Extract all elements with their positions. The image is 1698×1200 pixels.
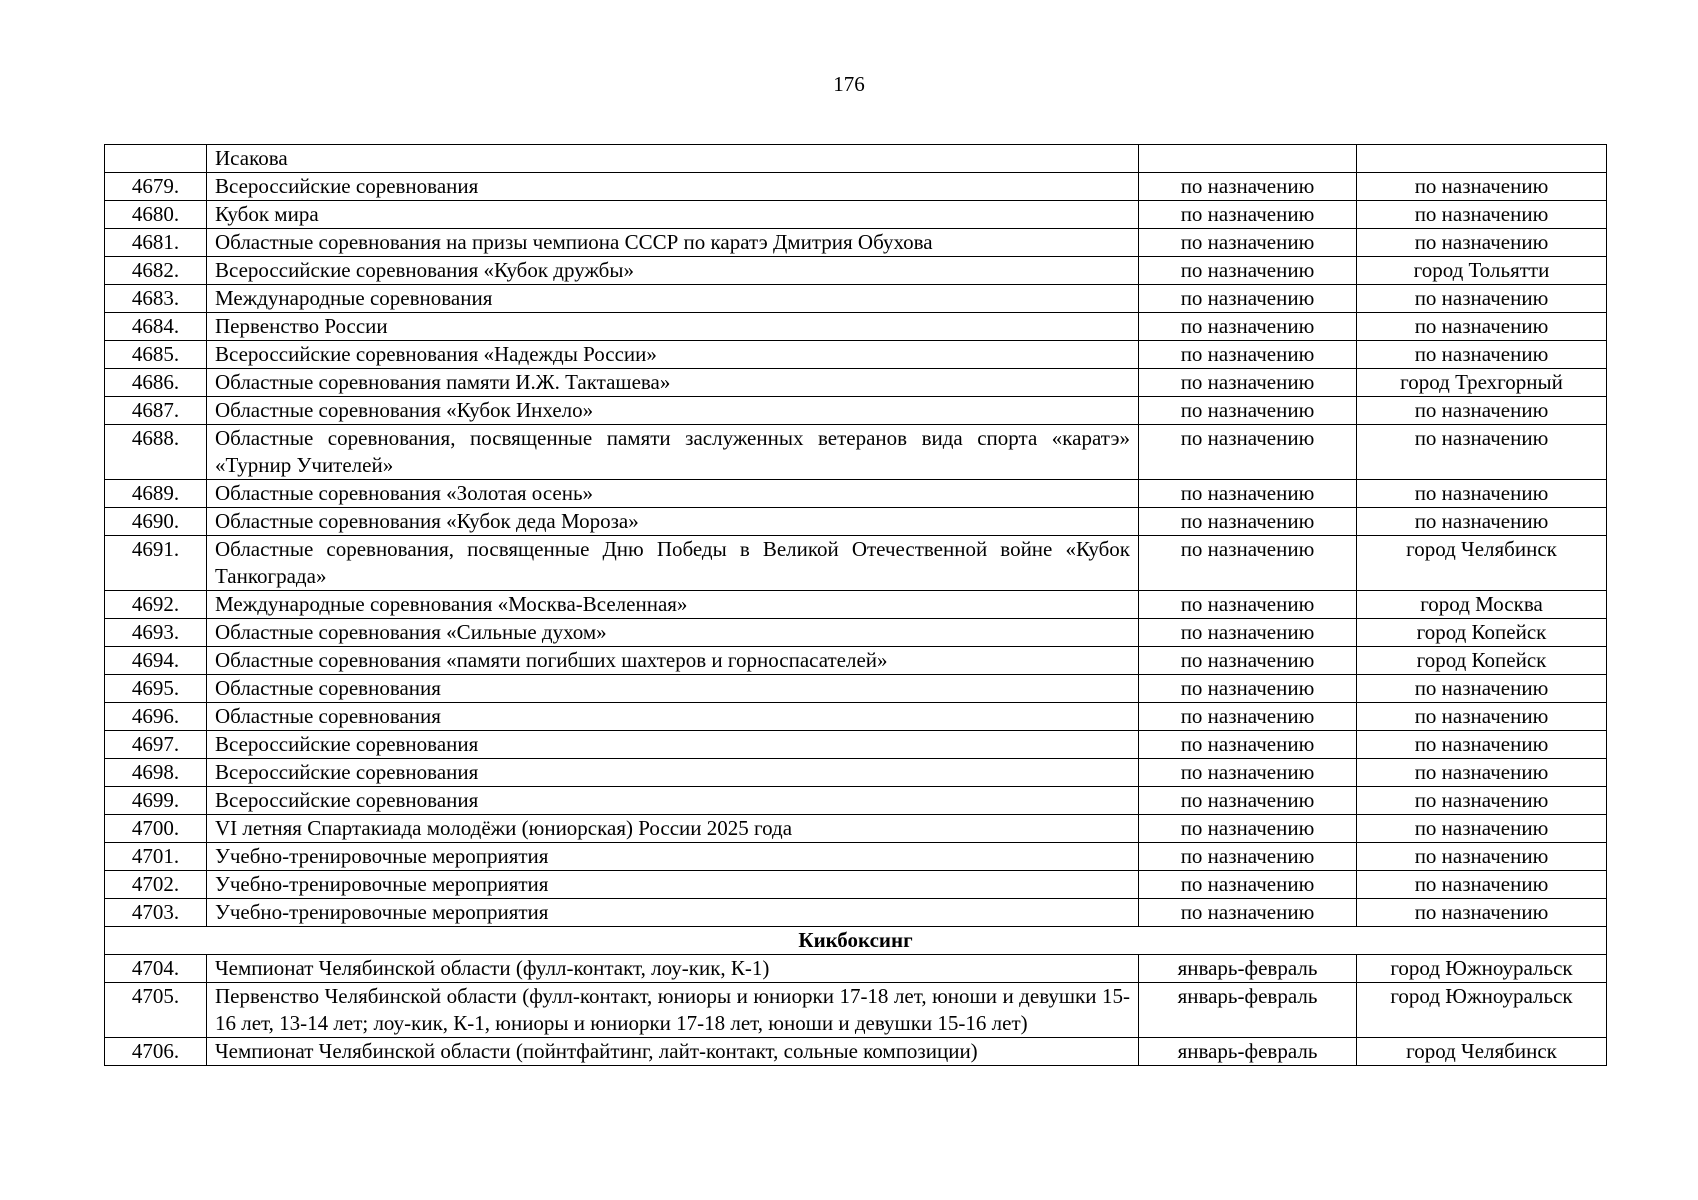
table-row [105,397,1607,425]
row-number: 4694. [105,647,207,675]
event-place: по назначению [1357,871,1607,899]
event-name: Областные соревнования «Кубок деда Мороза» [207,508,1139,536]
event-place: по назначению [1357,201,1607,229]
event-date: по назначению [1139,619,1357,647]
event-date: по назначению [1139,201,1357,229]
event-place [1357,145,1607,173]
section-title: Кикбоксинг [105,927,1607,955]
table-row [105,955,1607,983]
event-place: по назначению [1357,397,1607,425]
event-name: Учебно-тренировочные мероприятия [207,871,1139,899]
event-place: город Челябинск [1357,1038,1607,1066]
event-date: по назначению [1139,591,1357,619]
table-row [105,369,1607,397]
event-name: Областные соревнования памяти И.Ж. Такташева» [207,369,1139,397]
event-name: Учебно-тренировочные мероприятия [207,843,1139,871]
row-number: 4680. [105,201,207,229]
event-place: по назначению [1357,815,1607,843]
row-number: 4682. [105,257,207,285]
event-place: по назначению [1357,313,1607,341]
event-place: по назначению [1357,787,1607,815]
event-date: по назначению [1139,731,1357,759]
event-name: Всероссийские соревнования [207,787,1139,815]
event-name: VI летняя Спартакиада молодёжи (юниорская) России 2025 года [207,815,1139,843]
continuation-row [105,145,1607,173]
event-place: по назначению [1357,843,1607,871]
event-place: по назначению [1357,480,1607,508]
row-number: 4696. [105,703,207,731]
event-place: по назначению [1357,425,1607,480]
event-date: по назначению [1139,425,1357,480]
row-number: 4697. [105,731,207,759]
table-row [105,425,1607,480]
events-table-body [105,145,1607,1066]
row-number [105,145,207,173]
table-row [105,815,1607,843]
row-number: 4687. [105,397,207,425]
event-place: по назначению [1357,703,1607,731]
row-number: 4691. [105,536,207,591]
row-number: 4686. [105,369,207,397]
row-number: 4700. [105,815,207,843]
row-number: 4692. [105,591,207,619]
event-name: Всероссийские соревнования [207,173,1139,201]
row-number: 4703. [105,899,207,927]
event-place: по назначению [1357,229,1607,257]
table-row [105,647,1607,675]
event-place: город Южноуральск [1357,955,1607,983]
event-date: январь-февраль [1139,955,1357,983]
event-name: Всероссийские соревнования «Надежды России» [207,341,1139,369]
event-name: Всероссийские соревнования [207,759,1139,787]
event-name: Областные соревнования «Золотая осень» [207,480,1139,508]
row-number: 4695. [105,675,207,703]
event-date: по назначению [1139,397,1357,425]
event-name: Международные соревнования «Москва-Вселенная» [207,591,1139,619]
event-place: город Южноуральск [1357,983,1607,1038]
event-place: по назначению [1357,899,1607,927]
event-place: город Копейск [1357,619,1607,647]
event-date: по назначению [1139,536,1357,591]
table-row [105,983,1607,1038]
event-name: Учебно-тренировочные мероприятия [207,899,1139,927]
table-row [105,843,1607,871]
row-number: 4701. [105,843,207,871]
event-name: Всероссийские соревнования «Кубок дружбы» [207,257,1139,285]
event-date: январь-февраль [1139,983,1357,1038]
row-number: 4683. [105,285,207,313]
event-name: Областные соревнования «памяти погибших шахтеров и горноспасателей» [207,647,1139,675]
event-date: январь-февраль [1139,1038,1357,1066]
event-name: Областные соревнования «Кубок Инхело» [207,397,1139,425]
event-date: по назначению [1139,257,1357,285]
page-number: 176 [833,72,865,96]
event-place: по назначению [1357,341,1607,369]
row-number: 4679. [105,173,207,201]
event-date [1139,145,1357,173]
event-date: по назначению [1139,843,1357,871]
event-place: по назначению [1357,759,1607,787]
row-number: 4685. [105,341,207,369]
event-name: Областные соревнования на призы чемпиона СССР по каратэ Дмитрия Обухова [207,229,1139,257]
event-place: город Трехгорный [1357,369,1607,397]
row-number: 4681. [105,229,207,257]
event-name: Областные соревнования [207,675,1139,703]
table-row [105,759,1607,787]
row-number: 4698. [105,759,207,787]
table-row [105,508,1607,536]
event-name: Областные соревнования, посвященные памяти заслуженных ветеранов вида спорта «каратэ» «Турнир Учителей» [207,425,1139,480]
event-date: по назначению [1139,480,1357,508]
event-date: по назначению [1139,703,1357,731]
row-number: 4704. [105,955,207,983]
event-place: по назначению [1357,508,1607,536]
event-date: по назначению [1139,229,1357,257]
row-number: 4699. [105,787,207,815]
table-row [105,731,1607,759]
table-row [105,871,1607,899]
event-date: по назначению [1139,285,1357,313]
event-name: Областные соревнования «Сильные духом» [207,619,1139,647]
row-number: 4689. [105,480,207,508]
table-row [105,899,1607,927]
event-place: город Копейск [1357,647,1607,675]
table-row [105,1038,1607,1066]
section-header-row [105,927,1607,955]
table-row [105,201,1607,229]
event-date: по назначению [1139,759,1357,787]
event-name: Первенство Челябинской области (фулл-контакт, юниоры и юниорки 17-18 лет, юноши и девушки 15-16 лет, 13-14 лет; лоу-кик, К-1, юниоры и юниорки 17-18 лет, юноши и девушки 15-16 лет) [207,983,1139,1038]
event-place: город Москва [1357,591,1607,619]
table-row [105,285,1607,313]
table-row [105,675,1607,703]
event-name: Чемпионат Челябинской области (фулл-контакт, лоу-кик, К-1) [207,955,1139,983]
event-name: Исакова [207,145,1139,173]
event-place: город Тольятти [1357,257,1607,285]
table-row [105,341,1607,369]
table-row [105,229,1607,257]
table-row [105,703,1607,731]
event-date: по назначению [1139,647,1357,675]
table-row [105,480,1607,508]
event-name: Областные соревнования, посвященные Дню Победы в Великой Отечественной войне «Кубок Танкограда» [207,536,1139,591]
event-name: Международные соревнования [207,285,1139,313]
table-row [105,536,1607,591]
event-place: по назначению [1357,173,1607,201]
row-number: 4684. [105,313,207,341]
event-date: по назначению [1139,508,1357,536]
event-name: Кубок мира [207,201,1139,229]
event-date: по назначению [1139,369,1357,397]
events-table [104,144,1607,1066]
table-row [105,313,1607,341]
event-date: по назначению [1139,675,1357,703]
table-row [105,257,1607,285]
row-number: 4706. [105,1038,207,1066]
row-number: 4690. [105,508,207,536]
table-row [105,619,1607,647]
table-row [105,591,1607,619]
row-number: 4705. [105,983,207,1038]
event-place: по назначению [1357,285,1607,313]
event-name: Областные соревнования [207,703,1139,731]
event-date: по назначению [1139,341,1357,369]
row-number: 4702. [105,871,207,899]
event-date: по назначению [1139,899,1357,927]
event-name: Чемпионат Челябинской области (пойнтфайтинг, лайт-контакт, сольные композиции) [207,1038,1139,1066]
event-date: по назначению [1139,871,1357,899]
row-number: 4693. [105,619,207,647]
row-number: 4688. [105,425,207,480]
event-name: Всероссийские соревнования [207,731,1139,759]
event-date: по назначению [1139,313,1357,341]
event-place: по назначению [1357,675,1607,703]
event-date: по назначению [1139,173,1357,201]
event-date: по назначению [1139,815,1357,843]
table-row [105,173,1607,201]
event-date: по назначению [1139,787,1357,815]
event-name: Первенство России [207,313,1139,341]
event-place: по назначению [1357,731,1607,759]
table-row [105,787,1607,815]
event-place: город Челябинск [1357,536,1607,591]
